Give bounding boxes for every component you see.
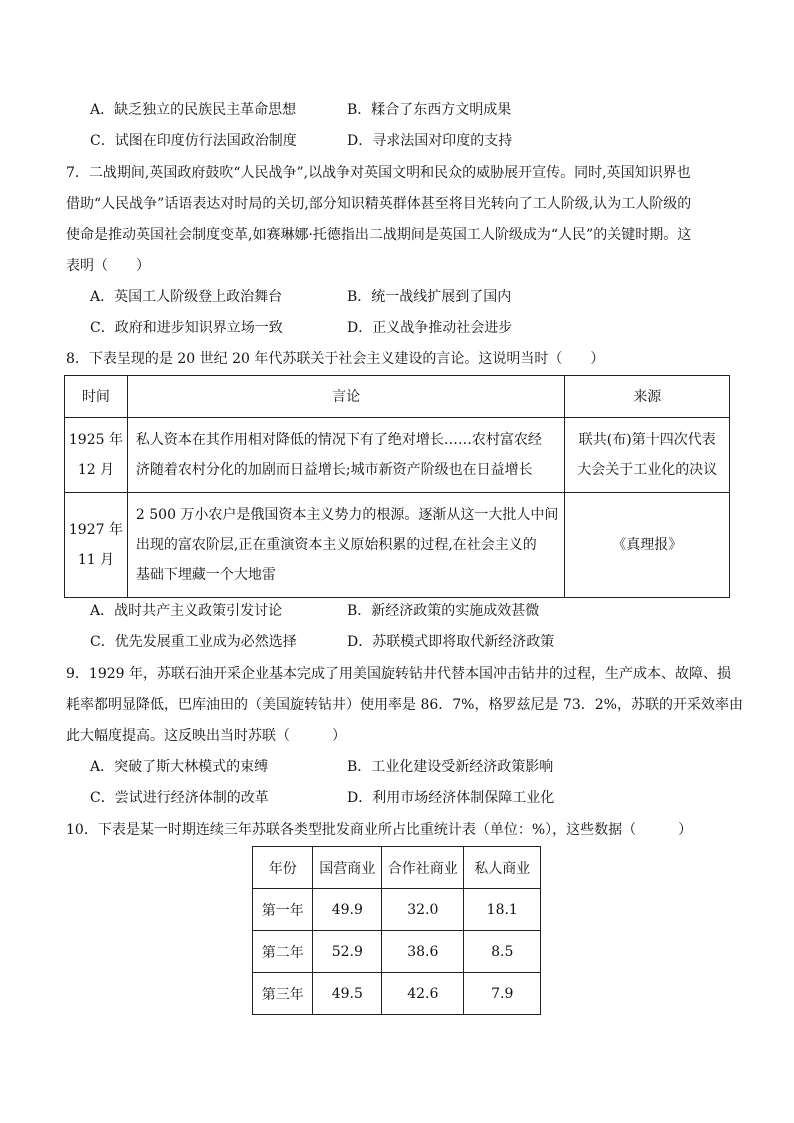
q10-row1-state: 49.9 bbox=[313, 889, 382, 931]
q8-row1-speech-line-2: 济随着农村分化的加剧而日益增长;城市新资产阶级也在日益增长 bbox=[135, 462, 533, 478]
q10-row3-state: 49.5 bbox=[313, 973, 382, 1015]
q10-row2-coop: 38.6 bbox=[382, 931, 464, 973]
q7-option-d: D．正义战争推动社会进步 bbox=[347, 320, 513, 336]
q8-row1-source-line-1: 联共(布)第十四次代表 bbox=[578, 432, 716, 448]
q8-stem: 8．下表呈现的是 20 世纪 20 年代苏联关于社会主义建设的言论。这说明当时（ ） bbox=[66, 351, 605, 367]
q6-option-c: C．试图在印度仿行法国政治制度 bbox=[90, 133, 297, 149]
q6-option-d: D．寻求法国对印度的支持 bbox=[347, 133, 513, 149]
q8-table-row-2 bbox=[65, 493, 730, 598]
q10-table-row-3 bbox=[253, 973, 541, 1015]
q8-row2-speech bbox=[127, 493, 565, 598]
q7-stem-line-1: 7．二战期间,英国政府鼓吹“人民战争”,以战争对英国文明和民众的威胁展开宣传。同时,英国知识界也 bbox=[66, 165, 691, 181]
q7-stem-line-3: 使命是推动英国社会制度变革,如赛琳娜·托德指出二战期间是英国工人阶级成为“人民”的关键时期。这 bbox=[66, 227, 692, 243]
q9-options-row-1 bbox=[90, 757, 604, 777]
q10-header-private: 私人商业 bbox=[464, 847, 541, 889]
q8-option-d: D．苏联模式即将取代新经济政策 bbox=[347, 634, 555, 650]
q8-options-row-1 bbox=[90, 601, 604, 621]
q10-table-header-row bbox=[253, 847, 541, 889]
q6-options-row-2 bbox=[90, 131, 604, 151]
q8-row2-time bbox=[65, 493, 128, 598]
q7-options-row-2 bbox=[90, 318, 604, 338]
q7-option-a: A．英国工人阶级登上政治舞台 bbox=[90, 289, 283, 305]
q8-option-b: B．新经济政策的实施成效甚微 bbox=[347, 603, 540, 619]
q8-row2-time-line-1: 1927 年 bbox=[68, 522, 123, 538]
q10-row1-private: 18.1 bbox=[464, 889, 541, 931]
q10-row3-coop: 42.6 bbox=[382, 973, 464, 1015]
q9-option-a: A．突破了斯大林模式的束缚 bbox=[90, 759, 269, 775]
q8-row1-time-line-1: 1925 年 bbox=[68, 432, 123, 448]
q9-option-d: D．利用市场经济体制保障工业化 bbox=[347, 790, 555, 806]
q8-option-a: A．战时共产主义政策引发讨论 bbox=[90, 603, 283, 619]
q8-row2-time-line-2: 11 月 bbox=[77, 552, 115, 568]
q8-row1-speech bbox=[127, 418, 565, 493]
q8-row2-source bbox=[565, 493, 730, 598]
q8-header-source: 来源 bbox=[565, 376, 730, 418]
q8-table-row-1 bbox=[65, 418, 730, 493]
q7-option-c: C．政府和进步知识界立场一致 bbox=[90, 320, 283, 336]
q10-row3-private: 7.9 bbox=[464, 973, 541, 1015]
q10-row2-year: 第二年 bbox=[253, 931, 313, 973]
q10-stem: 10．下表是某一时期连续三年苏联各类型批发商业所占比重统计表（单位：%），这些数据（ ） bbox=[66, 822, 693, 838]
q8-options-row-2 bbox=[90, 632, 604, 652]
q10-row2-state: 52.9 bbox=[313, 931, 382, 973]
q9-stem-line-1: 9．1929 年，苏联石油开采企业基本完成了用美国旋转钻井代替本国冲击钻井的过程，生产成本、故障、损 bbox=[66, 666, 731, 682]
q8-table bbox=[64, 375, 730, 598]
q8-row2-speech-line-2: 出现的富农阶层,正在重演资本主义原始积累的过程,在社会主义的 bbox=[135, 537, 537, 553]
q9-stem-line-3: 此大幅度提高。这反映出当时苏联（ ） bbox=[66, 728, 346, 744]
q10-header-coop: 合作社商业 bbox=[382, 847, 464, 889]
q10-row1-coop: 32.0 bbox=[382, 889, 464, 931]
q8-row1-source bbox=[565, 418, 730, 493]
q8-row1-speech-line-1: 私人资本在其作用相对降低的情况下有了绝对增长……农村富农经 bbox=[135, 432, 542, 448]
q8-header-time: 时间 bbox=[65, 376, 128, 418]
q10-table bbox=[252, 846, 541, 1015]
q8-header-speech: 言论 bbox=[127, 376, 565, 418]
q7-stem-line-2: 借助“人民战争”话语表达对时局的关切,部分知识精英群体甚至将目光转向了工人阶级,认为工人阶级的 bbox=[66, 196, 692, 212]
q8-row2-speech-line-1: 2 500 万小农户是俄国资本主义势力的根源。逐渐从这一大批人中间 bbox=[135, 507, 559, 523]
q6-option-b: B．糅合了东西方文明成果 bbox=[347, 102, 512, 118]
q8-row1-time-line-2: 12 月 bbox=[77, 462, 115, 478]
q8-table-header-row bbox=[65, 376, 730, 418]
q10-row3-year: 第三年 bbox=[253, 973, 313, 1015]
q10-header-state: 国营商业 bbox=[313, 847, 382, 889]
q9-option-b: B．工业化建设受新经济政策影响 bbox=[347, 759, 554, 775]
q9-stem-line-2: 耗率都明显降低，巴库油田的（美国旋转钻井）使用率是 86．7%，格罗兹尼是 73．2%，苏联的开采效率由 bbox=[66, 697, 743, 713]
q6-option-a: A．缺乏独立的民族民主革命思想 bbox=[90, 102, 297, 118]
q8-option-c: C．优先发展重工业成为必然选择 bbox=[90, 634, 297, 650]
q10-table-row-2 bbox=[253, 931, 541, 973]
q7-options-row-1 bbox=[90, 287, 604, 307]
q10-row2-private: 8.5 bbox=[464, 931, 541, 973]
q10-header-year: 年份 bbox=[253, 847, 313, 889]
q8-row2-source-line-1: 《真理报》 bbox=[612, 537, 683, 553]
q10-row1-year: 第一年 bbox=[253, 889, 313, 931]
q9-option-c: C．尝试进行经济体制的改革 bbox=[90, 790, 269, 806]
q7-option-b: B．统一战线扩展到了国内 bbox=[347, 289, 512, 305]
q6-options-row-1 bbox=[90, 100, 604, 120]
q9-options-row-2 bbox=[90, 788, 604, 808]
q8-row1-source-line-2: 大会关于工业化的决议 bbox=[577, 462, 718, 478]
q7-stem-line-4: 表明（ ） bbox=[66, 258, 150, 274]
q8-row1-time bbox=[65, 418, 128, 493]
q10-table-row-1 bbox=[253, 889, 541, 931]
q8-row2-speech-line-3: 基础下埋藏一个大地雷 bbox=[135, 567, 276, 583]
